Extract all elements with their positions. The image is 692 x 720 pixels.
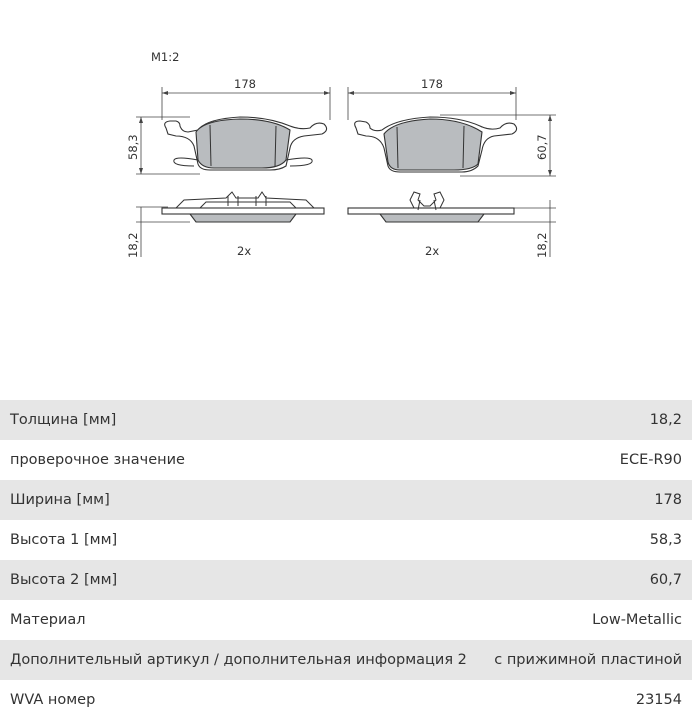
right-thickness-label: 18,2 bbox=[535, 232, 549, 258]
scale-label: M1:2 bbox=[151, 50, 180, 64]
left-pad-front-view bbox=[126, 77, 330, 174]
spec-label: Высота 1 [мм] bbox=[10, 532, 118, 548]
left-quantity-label: 2x bbox=[237, 244, 252, 258]
table-row bbox=[0, 600, 692, 640]
table-row bbox=[0, 680, 692, 720]
spec-label: WVA номер bbox=[10, 692, 96, 708]
table-row bbox=[0, 520, 692, 560]
right-quantity-label: 2x bbox=[425, 244, 440, 258]
specification-table bbox=[0, 400, 692, 720]
left-thickness-label: 18,2 bbox=[126, 232, 140, 258]
spec-label: Материал bbox=[10, 612, 86, 628]
table-row bbox=[0, 480, 692, 520]
spec-label: Дополнительный артикул / дополнительная информация 2 bbox=[0, 640, 482, 680]
spec-value: 23154 bbox=[635, 692, 682, 708]
table-row bbox=[0, 400, 692, 440]
spec-value: 178 bbox=[482, 480, 692, 520]
spec-label: Ширина [мм] bbox=[0, 480, 482, 520]
spec-label: Высота 2 [мм] bbox=[0, 560, 482, 600]
spec-value: 18,2 bbox=[482, 400, 692, 440]
spec-label: Толщина [мм] bbox=[0, 400, 482, 440]
right-pad-side-view bbox=[348, 192, 556, 258]
spec-value: ECE-R90 bbox=[619, 452, 682, 468]
left-width-label: 178 bbox=[234, 77, 256, 91]
spec-label: проверочное значение bbox=[10, 452, 185, 468]
right-height-label: 60,7 bbox=[535, 134, 549, 160]
spec-value: 60,7 bbox=[482, 560, 692, 600]
left-pad-side-view bbox=[126, 192, 324, 258]
spec-value: с прижимной пластиной bbox=[482, 640, 692, 680]
brake-pad-technical-drawing bbox=[0, 0, 692, 290]
table-row bbox=[0, 560, 692, 600]
left-height-label: 58,3 bbox=[126, 134, 140, 160]
right-width-label: 178 bbox=[421, 77, 443, 91]
right-pad-front-view bbox=[348, 77, 556, 176]
table-row bbox=[0, 440, 692, 480]
spec-value: 58,3 bbox=[649, 532, 682, 548]
table-row bbox=[0, 640, 692, 680]
spec-value: Low-Metallic bbox=[592, 612, 682, 628]
